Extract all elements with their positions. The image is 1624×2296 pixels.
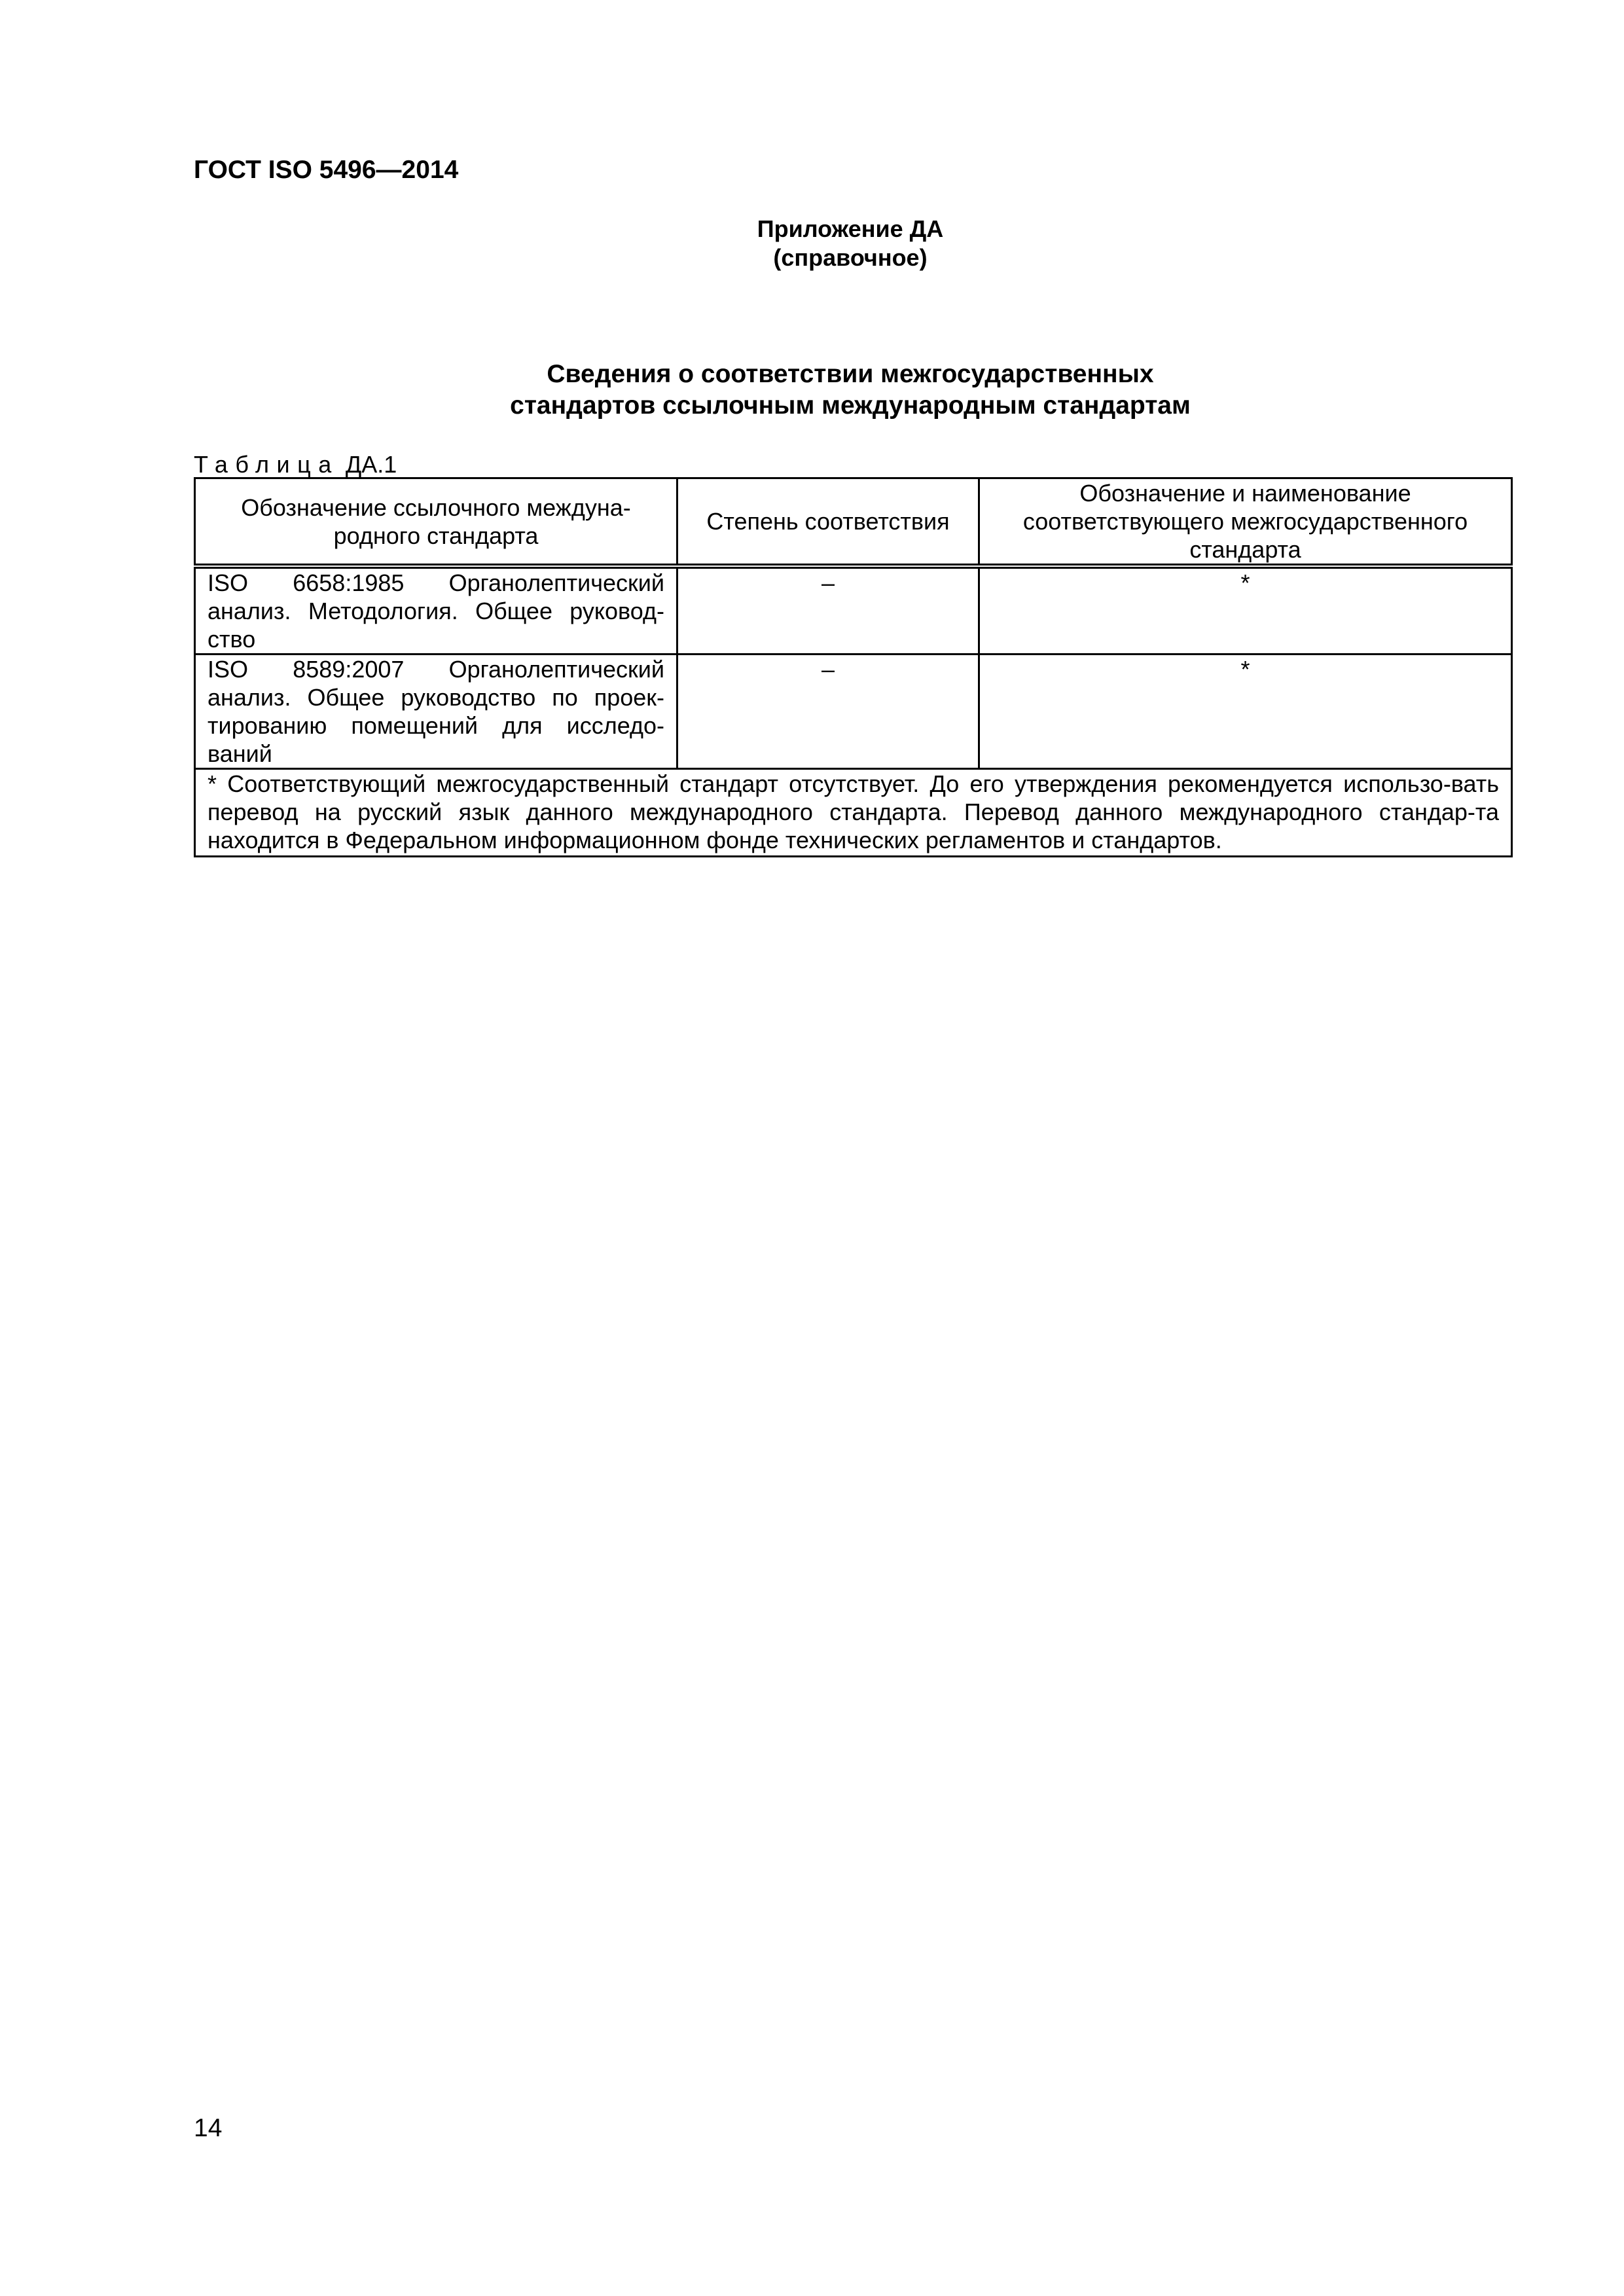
table-row <box>195 655 1512 769</box>
table-footnote-row <box>195 769 1512 857</box>
section-title <box>0 359 1624 422</box>
table-caption-word: Таблица <box>194 451 339 478</box>
header-degree-of-correspondence: Степень соответствия <box>677 478 979 567</box>
table-caption <box>194 450 397 479</box>
cell-reference-standard: ISO 6658:1985 Органолептический анализ. Методология. Общее руковод-ство <box>195 566 677 655</box>
cell-degree: – <box>677 566 979 655</box>
standards-correspondence-table <box>194 477 1513 857</box>
cell-degree: – <box>677 655 979 769</box>
appendix-kind: (справочное) <box>773 244 928 271</box>
appendix-title: Приложение ДА <box>757 215 944 242</box>
section-title-line-2: стандартов ссылочным международным стандартам <box>510 391 1191 420</box>
header-interstate-standard: Обозначение и наименование соответствующего межгосударственного стандарта <box>979 478 1512 567</box>
header-reference-standard: Обозначение ссылочного междуна-родного стандарта <box>195 478 677 567</box>
page-number: 14 <box>194 2114 223 2142</box>
cell-interstate-standard: * <box>979 566 1512 655</box>
table-row <box>195 566 1512 655</box>
cell-reference-standard: ISO 8589:2007 Органолептический анализ. Общее руководство по проек-тированию помещений для исследо-ваний <box>195 655 677 769</box>
cell-interstate-standard: * <box>979 655 1512 769</box>
table-header-row <box>195 478 1512 567</box>
appendix-heading <box>0 215 1624 272</box>
document-code: ГОСТ ISO 5496—2014 <box>194 156 459 184</box>
table-caption-number: ДА.1 <box>345 451 397 478</box>
section-title-line-1: Сведения о соответствии межгосударственных <box>547 360 1154 388</box>
table-footnote: * Соответствующий межгосударственный стандарт отсутствует. До его утверждения рекомендуется использо-вать перевод на русский язык данного международного стандарта. Перевод данного международного стандар-та находится в Федеральном информационном фонде технических регламентов и стандартов. <box>195 769 1512 857</box>
